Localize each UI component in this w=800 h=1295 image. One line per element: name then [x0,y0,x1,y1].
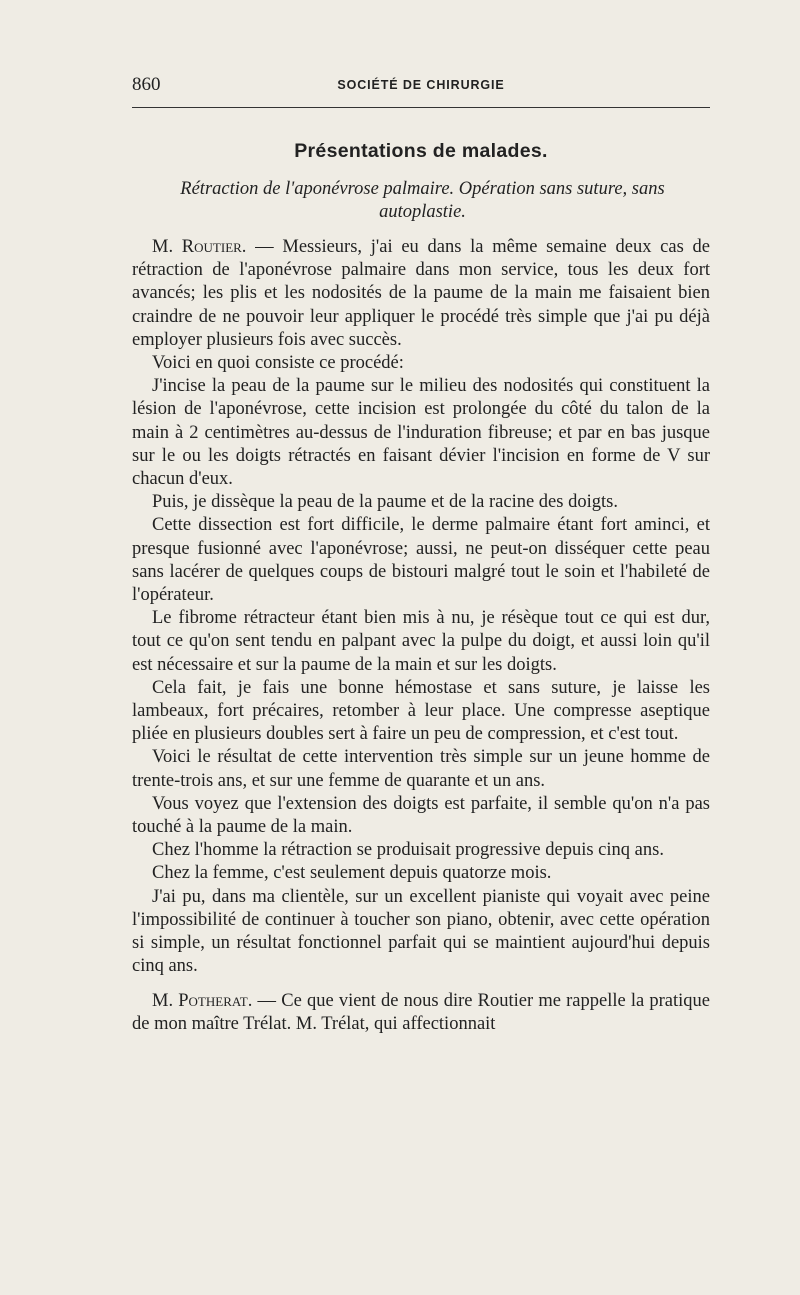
body-text [132,236,710,1036]
paragraph: J'incise la peau de la paume sur le milieu des nodosités qui constituent la lésion de l'aponévrose, cette incision est prolongée du côté du talon de la main à 2 centimètres au-dessus de l'induration fibreuse; et par en bas jusque sur le ou les doigts rétractés en faisant dévier l'incision en forme de V sur chacun d'eux. [132,376,710,490]
speaker-name: M. Potherat. [152,990,253,1011]
paragraph: Cette dissection est fort difficile, le derme palmaire étant fort aminci, et presque fusionné avec l'aponévrose; aussi, ne peut-on disséquer cette peau sans lacérer de quelques coups de bistouri malgré tout le soin et l'habileté de l'opérateur. [132,515,710,606]
paragraph: Vous voyez que l'extension des doigts est parfaite, il semble qu'on n'a pas touché à la paume de la main. [132,793,710,838]
page-number: 860 [132,74,161,95]
paragraph: J'ai pu, dans ma clientèle, sur un excellent pianiste qui voyait avec peine l'impossibilité de continuer à toucher son piano, obtenir, avec cette opération si simple, un résultat fonctionnel parfait qui se maintient aujourd'hui depuis cinq ans. [132,886,710,977]
speaker-name: M. Routier. [152,237,247,257]
paragraph: M. Routier. — Messieurs, j'ai eu dans la même semaine deux cas de rétraction de l'aponévrose palmaire dans mon service, tous les deux fort avancés; les plis et les nodosités de la paume de la main me faisaient bien craindre de ne pouvoir leur appliquer le procédé très simple que j'ai pu déjà employer plusieurs fois avec succès. [132,237,710,350]
page-header [132,70,710,100]
header-rule [132,107,710,108]
paragraph: Chez l'homme la rétraction se produisait progressive depuis cinq ans. [152,840,664,861]
paragraph: Voici en quoi consiste ce procédé: [152,353,404,374]
paragraph: Voici le résultat de cette intervention très simple sur un jeune homme de trente-trois ans, et sur une femme de quarante et un ans. [132,747,710,791]
paragraph: Puis, je dissèque la peau de la paume et de la racine des doigts. [152,492,618,513]
paragraph: Chez la femme, c'est seulement depuis quatorze mois. [152,863,552,884]
paragraph: Le fibrome rétracteur étant bien mis à nu, je résèque tout ce qui est dur, tout ce qu'on sent tendu en palpant avec la pulpe du doigt, et aussi loin qu'il est nécessaire et sur la paume de la main et sur les doigts. [132,608,710,675]
subtitle: Rétraction de l'aponévrose palmaire. Opération sans suture, sans autoplastie. [180,179,665,222]
paragraph: M. Potherat. — Ce que vient de nous dire Routier me rappelle la pratique de mon maître Trélat. M. Trélat, qui affectionnait [132,990,710,1034]
section-title: Présentations de malades. [294,140,548,162]
paragraph: Cela fait, je fais une bonne hémostase et sans suture, je laisse les lambeaux, fort précaires, retomber à leur place. Une compresse aseptique pliée en plusieurs doubles sert à faire un peu de compression, et c'est tout. [132,677,710,745]
running-title: SOCIÉTÉ DE CHIRURGIE [337,78,505,92]
